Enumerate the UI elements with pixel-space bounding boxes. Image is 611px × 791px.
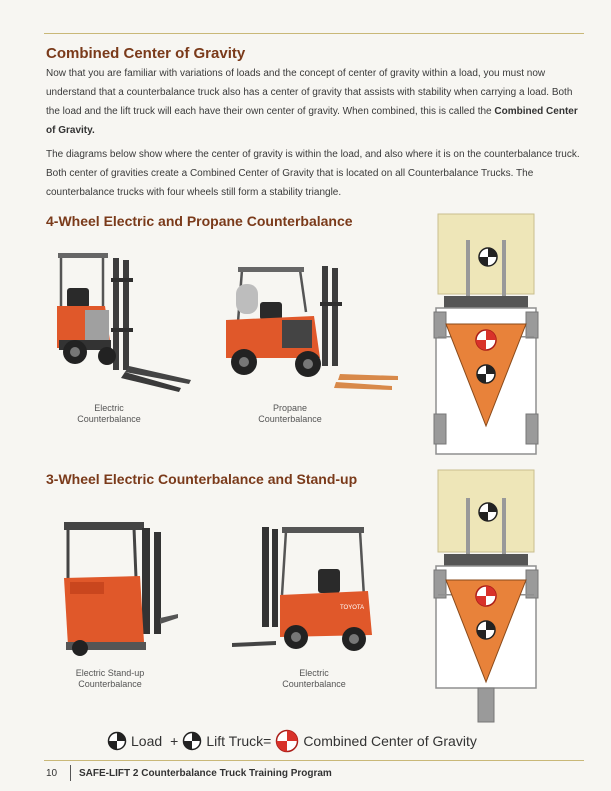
page-number: 10 xyxy=(46,767,58,779)
footer-rule xyxy=(44,760,584,761)
section-title-3wheel: 3-Wheel Electric Counterbalance and Stand-up xyxy=(46,471,358,487)
load-cog-icon xyxy=(107,731,127,751)
page-heading: Combined Center of Gravity xyxy=(46,45,246,62)
legend-load-label: Load xyxy=(131,733,163,749)
electric-standup-image xyxy=(60,518,180,658)
legend-lift-truck-label: Lift Truck= xyxy=(206,733,272,749)
caption-electric-3wheel xyxy=(254,668,374,690)
load-cog-icon xyxy=(479,503,497,521)
combined-cog-icon xyxy=(275,729,299,753)
electric-3wheel-image xyxy=(232,525,382,660)
legend-combined-label: Combined Center of Gravity xyxy=(303,733,477,749)
intro-text: Now that you are familiar with variations of loads and the concept of center of gravity within a load, you must now understand that a counterbalance truck also has a center of gravity that assists with stability when carrying a load. Both the load and the lift truck will each have their own center of gravity. When combined, this is called the xyxy=(46,68,573,117)
cog-diagram-3wheel xyxy=(432,468,540,726)
caption-line: Propane xyxy=(272,403,308,413)
footer-title: SAFE-LIFT 2 Counterbalance Truck Training Program xyxy=(79,767,332,779)
caption-line: Counterbalance xyxy=(78,679,142,689)
caption-electric xyxy=(49,403,169,425)
cog-diagram-4wheel xyxy=(432,212,540,457)
caption-electric-standup xyxy=(50,668,170,690)
caption-line: Counterbalance xyxy=(77,414,141,424)
combined-cog-icon xyxy=(476,586,496,606)
caption-line: Counterbalance xyxy=(282,679,346,689)
load-cog-icon xyxy=(479,248,497,266)
section-title-4wheel: 4-Wheel Electric and Propane Counterbalance xyxy=(46,213,353,229)
caption-line: Counterbalance xyxy=(258,414,322,424)
intro-paragraph xyxy=(46,64,586,140)
caption-line: Electric xyxy=(94,403,124,413)
truck-cog-icon xyxy=(182,731,202,751)
cog-legend xyxy=(107,729,481,753)
truck-cog-icon xyxy=(477,621,495,639)
footer-separator xyxy=(70,765,71,781)
page-footer xyxy=(46,765,332,781)
combined-cog-icon xyxy=(476,330,496,350)
caption-line: Electric Stand-up xyxy=(75,668,145,678)
second-paragraph: The diagrams below show where the center of gravity is within the load, and also where it is on the counterbalance truck. Both center of gravities create a Combined Center of Gravity that is located on all Counterbalance Trucks. The counterbalance trucks with four wheels still form a stability triangle. xyxy=(46,149,580,198)
legend-plus: + xyxy=(170,733,179,749)
caption-propane xyxy=(230,403,350,425)
propane-counterbalance-image xyxy=(222,262,402,392)
truck-cog-icon xyxy=(477,365,495,383)
intro-bold-term: Combined Center of Gravity. xyxy=(46,106,578,136)
caption-line: Electric xyxy=(299,668,329,678)
top-rule xyxy=(44,33,584,34)
electric-counterbalance-image xyxy=(55,248,200,393)
truck-brand-label: TOYOTA xyxy=(340,605,365,611)
